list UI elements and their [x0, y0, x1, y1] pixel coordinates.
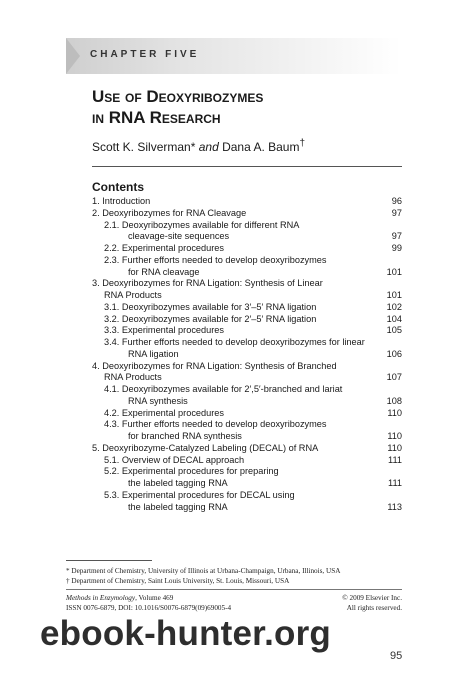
- journal-volume: , Volume 469: [135, 594, 174, 602]
- footnotes: [66, 566, 402, 586]
- chapter-title: [92, 86, 392, 128]
- toc-entry-page: 110: [387, 431, 402, 441]
- toc-entry-text: 2. Deoxyribozymes for RNA Cleavage: [92, 207, 247, 218]
- toc-entry: [92, 502, 402, 514]
- chapter-label: CHAPTER FIVE: [90, 49, 200, 60]
- toc-entry-page: 110: [387, 442, 402, 453]
- toc-entry: [92, 455, 402, 467]
- toc-entry: [92, 196, 402, 208]
- page-number: 95: [390, 650, 403, 662]
- toc-entry-text: 3.3. Experimental procedures: [104, 325, 225, 336]
- chapter-banner: [66, 38, 401, 74]
- author-1: Scott K. Silverman: [92, 140, 191, 154]
- toc-entry-page: 97: [391, 207, 402, 218]
- toc-entry: [92, 325, 402, 337]
- journal-series: Methods in Enzymology: [66, 594, 136, 602]
- footnote-divider: [66, 560, 152, 561]
- toc-entry-page: 110: [387, 407, 402, 418]
- toc-entry-text: RNA synthesis: [128, 395, 188, 406]
- toc-entry: [92, 396, 402, 408]
- toc-entry-page: 102: [386, 301, 402, 312]
- toc-entry-text: 3. Deoxyribozymes for RNA Ligation: Synthesis of Linear: [92, 278, 323, 289]
- toc-entry: [92, 466, 402, 478]
- toc-entry-page: 99: [391, 243, 402, 253]
- chapter-arrow-icon: [66, 38, 80, 74]
- footnote-2: † Department of Chemistry, Saint Louis University, St. Louis, Missouri, USA: [66, 577, 290, 585]
- toc-entry: [92, 349, 402, 361]
- toc-entry-text: 5.3. Experimental procedures for DECAL using: [104, 489, 295, 500]
- toc-entry: [92, 490, 402, 502]
- chapter-title-line-2: in RNA Research: [92, 108, 221, 127]
- toc-entry-page: 113: [387, 501, 402, 512]
- watermark: ebook-hunter.org: [40, 614, 331, 653]
- toc-entry-text: 4.1. Deoxyribozymes available for 2′,5′-branched and lariat: [104, 384, 343, 394]
- toc-entry: [92, 443, 402, 455]
- toc-entry-text: 2.1. Deoxyribozymes available for different RNA: [104, 219, 300, 230]
- toc-entry: [92, 290, 402, 302]
- toc-entry-text: 4. Deoxyribozymes for RNA Ligation: Synthesis of Branched: [92, 360, 337, 371]
- toc-entry-text: RNA ligation: [128, 348, 179, 359]
- authors: [92, 138, 305, 154]
- toc-entry-text: 4.2. Experimental procedures: [104, 407, 225, 418]
- toc-entry: [92, 361, 402, 373]
- toc-entry: [92, 267, 402, 279]
- chapter-title-line-1: Use of Deoxyribozymes: [92, 87, 264, 106]
- toc-entry-text: 2.2. Experimental procedures: [104, 243, 225, 253]
- toc-entry-text: 3.4. Further efforts needed to develop deoxyribozymes for linear: [104, 337, 365, 347]
- toc-entry-text: 2.3. Further efforts needed to develop deoxyribozymes: [104, 254, 327, 265]
- toc-entry-page: 101: [386, 266, 402, 277]
- toc-entry: [92, 255, 402, 267]
- journal-rights: All rights reserved.: [346, 604, 402, 612]
- toc-entry: [92, 384, 402, 396]
- toc-entry: [92, 431, 402, 443]
- author-1-mark: *: [190, 140, 196, 154]
- toc-entry: [92, 372, 402, 384]
- toc-entry: [92, 220, 402, 232]
- contents-heading: Contents: [92, 180, 144, 194]
- toc-entry-text: cleavage-site sequences: [128, 231, 230, 242]
- journal-divider: [66, 589, 402, 590]
- journal-info: [66, 593, 402, 613]
- toc-entry-text: for RNA cleavage: [128, 266, 200, 277]
- footnote-1: * Department of Chemistry, University of Illinois at Urbana-Champaign, Urbana, Illinois, USA: [66, 567, 341, 575]
- toc-entry-page: 104: [386, 313, 402, 324]
- toc-entry-page: 96: [391, 196, 402, 206]
- journal-copyright: © 2009 Elsevier Inc.: [342, 594, 402, 602]
- toc-entry: [92, 337, 402, 349]
- toc-entry-text: 5. Deoxyribozyme-Catalyzed Labeling (DECAL) of RNA: [92, 442, 319, 453]
- toc-entry: [92, 278, 402, 290]
- toc-entry-page: 106: [386, 348, 402, 359]
- toc-entry-page: 97: [391, 231, 402, 242]
- table-of-contents: [92, 196, 402, 513]
- toc-entry: [92, 302, 402, 314]
- toc-entry-text: RNA Products: [104, 372, 162, 383]
- author-conjunction: and: [198, 140, 219, 154]
- toc-entry-page: 111: [388, 478, 402, 488]
- journal-issn-doi: ISSN 0076-6879, DOI: 10.1016/S0076-6879(09)69005-4: [66, 604, 232, 612]
- toc-entry-text: 1. Introduction: [92, 196, 151, 206]
- toc-entry-text: 3.2. Deoxyribozymes available for 2′–5′ RNA ligation: [104, 313, 317, 324]
- author-2-mark: †: [299, 138, 306, 149]
- toc-entry-text: for branched RNA synthesis: [128, 431, 242, 441]
- toc-entry: [92, 478, 402, 490]
- header-divider: [92, 166, 402, 167]
- toc-entry-text: the labeled tagging RNA: [128, 501, 228, 512]
- toc-entry-text: the labeled tagging RNA: [128, 478, 228, 488]
- author-2: Dana A. Baum: [222, 140, 300, 154]
- toc-entry-text: 5.2. Experimental procedures for preparing: [104, 466, 279, 477]
- toc-entry-page: 105: [386, 325, 402, 336]
- toc-entry-text: 3.1. Deoxyribozymes available for 3′–5′ RNA ligation: [104, 301, 317, 312]
- toc-entry-page: 107: [386, 372, 402, 383]
- toc-entry-text: 4.3. Further efforts needed to develop deoxyribozymes: [104, 419, 327, 430]
- toc-entry: [92, 419, 402, 431]
- toc-entry: [92, 314, 402, 326]
- toc-entry-page: 108: [386, 395, 402, 406]
- toc-entry: [92, 243, 402, 255]
- toc-entry: [92, 408, 402, 420]
- toc-entry-text: RNA Products: [104, 290, 162, 300]
- toc-entry-page: 101: [386, 290, 402, 300]
- toc-entry-text: 5.1. Overview of DECAL approach: [104, 454, 245, 465]
- toc-entry: [92, 208, 402, 220]
- toc-entry-page: 111: [388, 454, 402, 465]
- toc-entry: [92, 231, 402, 243]
